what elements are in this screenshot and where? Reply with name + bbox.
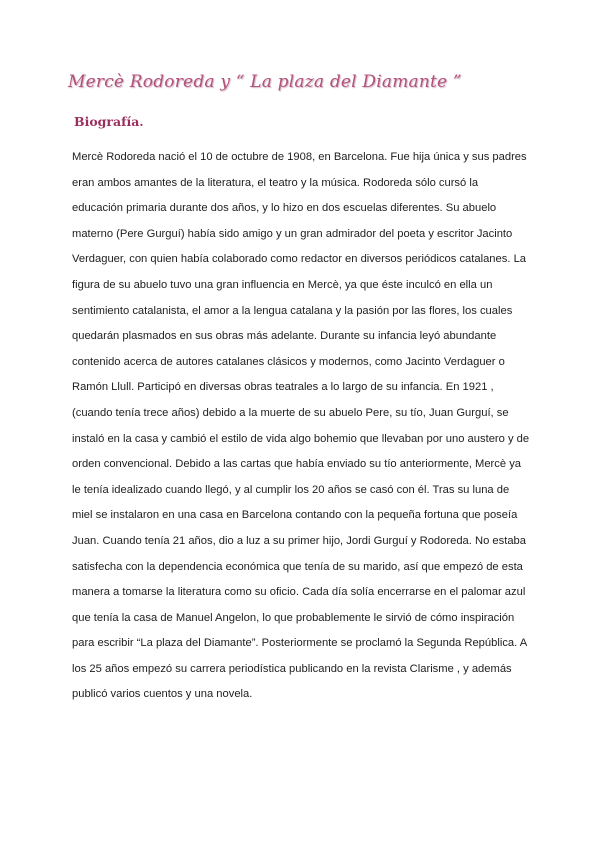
paragraph-line: para escribir “La plaza del Diamante”. Posteriormente se proclamó la Segunda República. A [72, 637, 528, 650]
paragraph-line: eran ambos amantes de la literatura, el teatro y la música. Rodoreda sólo cursó la [72, 176, 479, 189]
paragraph-line: quedarán plasmados en sus obras más adelante. Durante su infancia leyó abundante [72, 330, 497, 343]
paragraph-line: Verdaguer, con quien había colaborado como redactor en diversos periódicos catalanes. La [72, 253, 527, 266]
section-heading-biografia: Biografía. [74, 114, 144, 129]
paragraph-line: satisfecha con la dependencia económica que tenía de su marido, así que empezó de esta [72, 560, 523, 573]
paragraph-line: (cuando tenía trece años) debido a la muerte de su abuelo Pere, su tío, Juan Gurguí, se [72, 406, 509, 419]
paragraph-line: orden convencional. Debido a las cartas que había enviado su tío anteriormente, Mercè ya [72, 458, 522, 471]
paragraph-line: publicó varios cuentos y una novela. [72, 688, 253, 701]
paragraph-line: Ramón Llull. Participó en diversas obras teatrales a lo largo de su infancia. En 1921 , [72, 381, 494, 394]
paragraph-line: Mercè Rodoreda nació el 10 de octubre de 1908, en Barcelona. Fue hija única y sus padres [72, 151, 527, 163]
paragraph-line: educación primaria durante dos años, y lo hizo en dos escuelas diferentes. Su abuelo [72, 202, 497, 215]
paragraph-line: sentimiento catalanista, el amor a la lengua catalana y la pasión por las flores, los cuales [72, 304, 513, 317]
document-title: Mercè Rodoreda y “ La plaza del Diamante ” [68, 72, 462, 92]
biography-paragraph [72, 147, 530, 710]
paragraph-line: manera a tomarse la literatura como su oficio. Cada día solía encerrarse en el palomar azul [72, 586, 526, 599]
paragraph-line: figura de su abuelo tuvo una gran influencia en Mercè, ya que éste inculcó en ella un [72, 278, 493, 291]
paragraph-line: Juan. Cuando tenía 21 años, dio a luz a su primer hijo, Jordi Gurguí y Rodoreda. No estaba [72, 534, 526, 547]
paragraph-line: materno (Pere Gurguí) había sido amigo y un gran admirador del poeta y escritor Jacinto [72, 227, 513, 240]
paragraph-line: miel se instalaron en una casa en Barcelona contando con la pequeña fortuna que poseía [72, 509, 518, 522]
paragraph-line: instaló en la casa y cambió el estilo de vida algo bohemio que llevaban por uno austero y de [72, 432, 530, 445]
paragraph-line: los 25 años empezó su carrera periodística publicando en la revista Clarisme , y además [72, 662, 512, 675]
paragraph-line: contenido acerca de autores catalanes clásicos y modernos, como Jacinto Verdaguer o [72, 355, 505, 368]
paragraph-line: le tenía idealizado cuando llegó, y al cumplir los 20 años se casó con él. Tras su luna de [72, 483, 510, 496]
paragraph-line: que tenía la casa de Manuel Angelon, lo que probablemente le sirvió de cómo inspiración [72, 611, 515, 624]
